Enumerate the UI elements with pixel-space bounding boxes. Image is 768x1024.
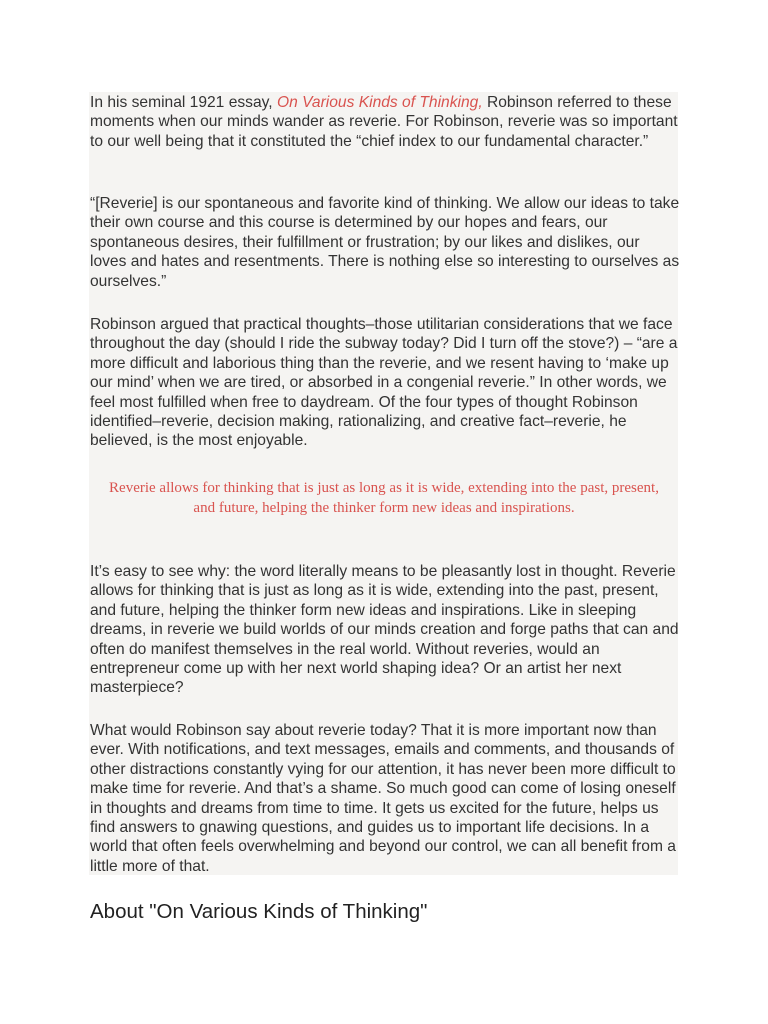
section-heading: About "On Various Kinds of Thinking" [90, 900, 428, 923]
intro-text-before-link: In his seminal 1921 essay, [90, 94, 277, 111]
intro-text-after-link: Robinson referred to these moments when our minds wander as reverie. For Robinson, reverie was so important to our well being that it constituted the “chief index to our fundamental character.” [90, 94, 678, 150]
essay-title-link[interactable]: On Various Kinds of Thinking, [276, 94, 483, 111]
reverie-today-paragraph: What would Robinson say about reverie today? That it is more important now than ever. With notifications, and text messages, emails and comments, and thousands of other distractions constantly vying for our attention, it has never been more difficult to make time for reverie. And that’s a shame. So much good can come of losing oneself in thoughts and dreams from time to time. It gets us excited for the future, helps us find answers to gnawing questions, and guides us to important life decisions. In a world that often feels overwhelming and beyond our control, we can all benefit from a little more of that. [90, 722, 676, 875]
pull-quote: Reverie allows for thinking that is just as long as it is wide, extending into the past, present, and future, helping the thinker form new ideas and inspirations. [109, 480, 659, 516]
easy-to-see-paragraph: It’s easy to see why: the word literally means to be pleasantly lost in thought. Reverie allows for thinking that is just as long as it is wide, extending into the past, present, and future, helping the thinker form new ideas and inspirations. Like in sleeping dreams, in reverie we build worlds of our minds creation and forge paths that can and often do manifest themselves in the real world. Without reveries, would an entrepreneur come up with her next world shaping idea? Or an artist her next masterpiece? [90, 563, 679, 697]
intro-paragraph [90, 93, 680, 151]
robinson-quote-paragraph: “[Reverie] is our spontaneous and favorite kind of thinking. We allow our ideas to take their own course and this course is determined by our hopes and fears, our spontaneous desires, their fulfillment or frustration; by our likes and dislikes, our loves and hates and resentments. There is nothing else so interesting to ourselves as ourselves.” [90, 195, 680, 290]
practical-thoughts-paragraph: Robinson argued that practical thoughts–those utilitarian considerations that we face throughout the day (should I ride the subway today? Did I turn off the stove?) – “are a more difficult and laborious thing than the reverie, and we resent having to ‘make up our mind’ when we are tired, or absorbed in a congenial reverie.” In other words, we feel most fulfilled when free to daydream. Of the four types of thought Robinson identified–reverie, decision making, rationalizing, and creative fact–reverie, he believed, is the most enjoyable. [90, 316, 678, 450]
